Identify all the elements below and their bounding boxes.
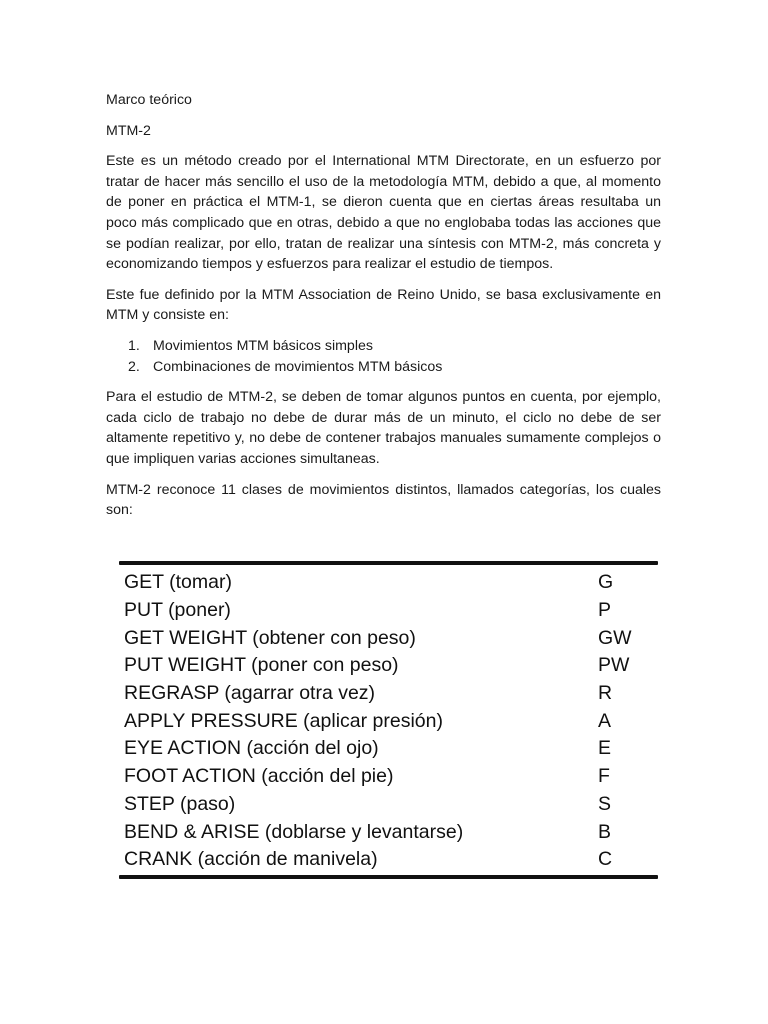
paragraph-categories-intro: MTM-2 reconoce 11 clases de movimientos distintos, llamados categorías, los cuales son: [106,481,661,519]
list-item-text: Combinaciones de movimientos MTM básicos [153,358,443,375]
list-item-text: Movimientos MTM básicos simples [153,337,373,354]
category-code: F [598,765,610,788]
table-row [119,624,658,652]
list-item-number: 1. [128,337,140,354]
category-code: GW [598,626,632,649]
category-code: R [598,682,613,705]
document-body [106,90,661,521]
category-name: REGRASP (agarrar otra vez) [124,682,376,705]
category-name: BEND & ARISE (doblarse y levantarse) [124,820,464,843]
table-row [119,569,658,597]
table-row [119,763,658,791]
table-row [119,818,658,846]
table-row [119,652,658,680]
category-code: G [598,571,614,594]
category-code: E [598,737,612,760]
category-name: GET (tomar) [124,571,232,594]
paragraph-definition: Este fue definido por la MTM Association de Reino Unido, se basa exclusivamente en MTM y consiste en: [106,286,661,324]
category-code: S [598,792,612,815]
table-row [119,791,658,819]
category-name: GET WEIGHT (obtener con peso) [124,626,416,649]
table-row [119,680,658,708]
list-item [106,336,661,357]
category-code: P [598,599,612,622]
heading: Marco teórico [106,92,192,108]
numbered-list [106,336,661,377]
category-name: STEP (paso) [124,792,236,815]
category-code: PW [598,654,630,677]
category-name: PUT WEIGHT (poner con peso) [124,654,399,677]
table-row [119,707,658,735]
list-item-number: 2. [128,358,140,375]
table-rows [119,565,658,875]
category-code: C [598,848,613,871]
category-name: FOOT ACTION (acción del pie) [124,765,394,788]
list-item [106,357,661,378]
table-row [119,597,658,625]
category-name: CRANK (acción de manivela) [124,848,378,871]
category-code: A [598,709,612,732]
category-name: PUT (poner) [124,599,231,622]
subheading: MTM-2 [106,122,151,139]
table-row [119,846,658,874]
category-code: B [598,820,612,843]
table-bottom-rule [119,875,658,879]
table-row [119,735,658,763]
paragraph-intro: Este es un método creado por el International MTM Directorate, en un esfuerzo por tratar de hacer más sencillo el uso de la metodología MTM, debido a que, al momento de poner en práctica el MTM-1, se dieron cuenta que en ciertas áreas resultaba un poco más complicado que en otras, debido a que no englobaba todas las acciones que se podían realizar, por ello, tratan de realizar una síntesis con MTM-2, más concreta y economizando tiempos y esfuerzos para realizar el estudio de tiempos. [106,153,661,273]
categories-table [119,561,658,879]
category-name: EYE ACTION (acción del ojo) [124,737,379,760]
paragraph-requirements: Para el estudio de MTM-2, se deben de tomar algunos puntos en cuenta, por ejemplo, cada ciclo de trabajo no debe de durar más de un minuto, el ciclo no debe de ser altamente repetitivo y, no debe de contener trabajos manuales sumamente complejos o que impliquen varias acciones simultaneas. [106,389,661,467]
category-name: APPLY PRESSURE (aplicar presión) [124,709,443,732]
